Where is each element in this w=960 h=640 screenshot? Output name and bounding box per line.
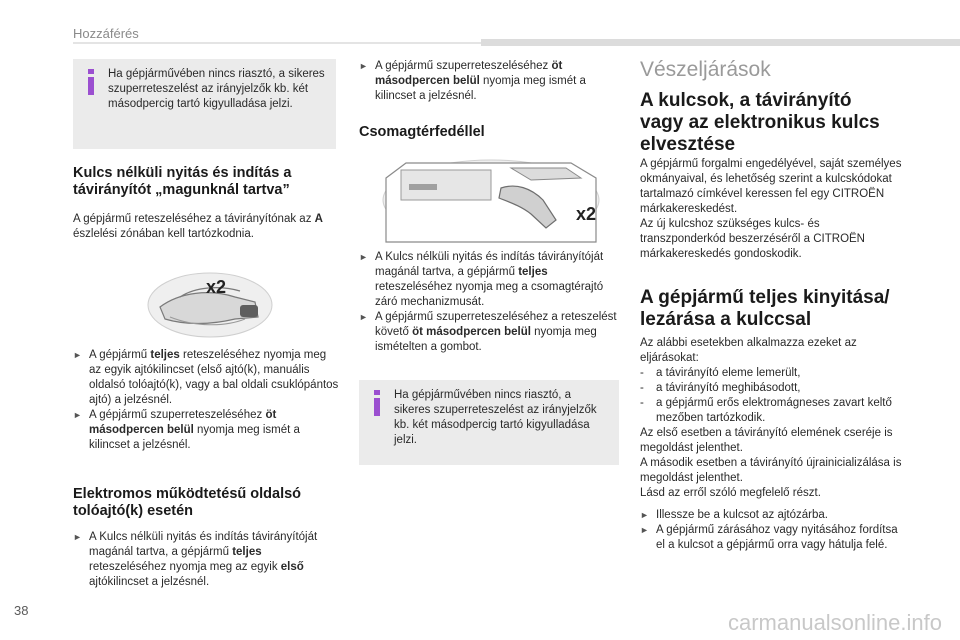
press-twice-label: x2 [576,204,597,224]
info-box-alarm-tailgate [359,380,619,465]
list-item: ► A Kulcs nélküli nyitás és indítás távirányítóját magánál tartva, a gépjármű teljes reteszeléséhez nyomja meg a csomagtérajtó záró mechanizmusát. [359,251,604,308]
header-rule [73,42,481,44]
list-item: ► A gépjármű szuperreteszeléséhez öt másodpercen belül nyomja meg ismét a kilincset a jelzésnél. [359,60,586,102]
door-handle-illustration [140,267,280,342]
heading-tailgate: Csomagtérfedéllel [359,124,485,140]
arrow-bullet-icon: ► [359,312,368,322]
arrow-bullet-icon: ► [359,252,368,262]
press-twice-label: x2 [206,277,227,297]
heading-key-lock: A gépjármű teljes kinyitása/ lezárása a kulccsal [640,287,890,330]
watermark: carmanualsonline.info [727,610,942,635]
arrow-bullet-icon: ► [359,61,368,71]
arrow-bullet-icon: ► [73,350,82,360]
info-icon [85,69,99,97]
info-box-text: Ha gépjárművében nincs riasztó, a sikeres szuperreteszelést az irányjelzők kb. két másodpercig tartó kigyulladása jelzi. [108,68,325,110]
superlock-step [359,59,617,104]
key-lock-steps [640,508,905,553]
keyless-lock-steps [73,348,339,453]
heading-keyless-entry: Kulcs nélküli nyitás és indítás a távirányítót „magunknál tartva” [73,165,292,198]
list-item: ► A gépjármű szuperreteszeléséhez a reteszelést követő öt másodpercen belül nyomja meg ismételten a gombot. [359,311,617,353]
section-title: Vészeljárások [640,58,771,81]
list-item: - a távirányító meghibásodott, [640,382,801,394]
list-item: - a gépjármű erős elektromágneses zavart keltő mezőben tartózkodik. [640,397,892,424]
info-box-text: Ha gépjárművében nincs riasztó, a sikeres szuperreteszelést az irányjelzők kb. két másodpercig tartó kigyulladása jelzi. [394,389,597,446]
list-item: ► A Kulcs nélküli nyitás és indítás távirányítóját magánál tartva, a gépjármű teljes reteszeléséhez nyomja meg az egyik első ajtókilincset a jelzésnél. [73,531,318,588]
paragraph-lost-keys: A gépjármű forgalmi engedélyével, saját személyes okmányaival, és lehetőség szerint a kulcskódokat tartalmazó címkével keressen fel egy CITROËN márkakereskedést. Az új kulcshoz szükséges kulcs- és transzponderkód beszerzéséről a CITROËN márkakereskedés gondoskodik. [640,158,902,260]
tailgate-steps [359,250,617,355]
arrow-bullet-icon: ► [73,410,82,420]
list-item: ► A gépjármű teljes reteszeléséhez nyomja meg az egyik ajtókilincset (első ajtó(k), manuális oldalsó tolóajtó(k), vagy a bal oldali csuklópántos ajtó) a jelzésnél. [73,349,339,406]
list-item: ► A gépjármű szuperreteszeléséhez öt másodpercen belül nyomja meg ismét a kilincset a jelzésnél. [73,409,300,451]
info-box-alarm [73,59,336,149]
list-item: ► A gépjármű zárásához vagy nyitásához fordítsa el a kulcsot a gépjármű orra vagy hátulja felé. [640,524,898,551]
tailgate-illustration [381,158,611,243]
heading-lost-keys: A kulcsok, a távirányító vagy az elektronikus kulcs elvesztése [640,90,880,155]
paragraph-procedures: Az alábbi esetekben alkalmazza ezeket az eljárásokat: - a távirányító eleme lemerült, - a távirányító meghibásodott, - a gépjármű erős elektromágneses zavart keltő mezőben tartózkodik. Az első esetben a távirányító elemének cseréje is megoldást jelenthet. A második esetben a távirányító újrainicializálása is megoldást jelenthet. Lásd az erről szóló megfelelő részt. [640,336,905,501]
info-icon [371,390,385,418]
arrow-bullet-icon: ► [640,510,649,520]
header-rule-accent [481,39,960,46]
sliding-door-steps [73,530,339,590]
paragraph-detection-zone: A gépjármű reteszeléséhez a távirányítónak az A észlelési zónában kell tartózkodnia. [73,213,323,240]
page-number: 38 [14,603,29,618]
arrow-bullet-icon: ► [640,525,649,535]
list-item: ► Illessze be a kulcsot az ajtózárba. [640,509,828,521]
list-item: - a távirányító eleme lemerült, [640,367,801,379]
arrow-bullet-icon: ► [73,532,82,542]
running-header: Hozzáférés [73,26,139,41]
heading-sliding-door: Elektromos működtetésű oldalsó tolóajtó(k) esetén [73,486,302,519]
